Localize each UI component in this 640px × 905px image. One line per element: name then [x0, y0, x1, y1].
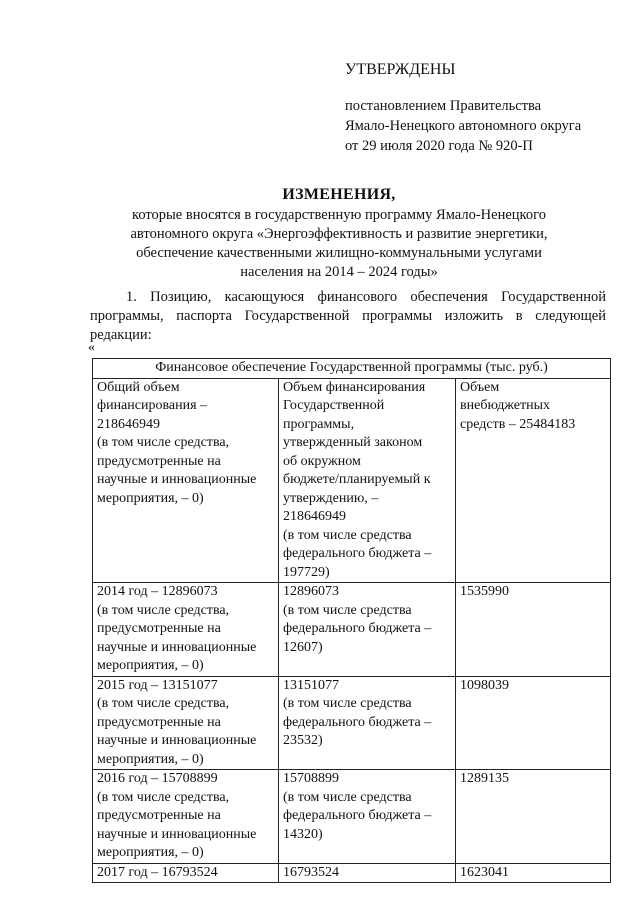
cell-text-line: федерального бюджета –	[283, 621, 432, 636]
cell-text-line: 1535990	[460, 584, 509, 599]
budget-cell	[279, 770, 456, 864]
approval-block	[345, 60, 581, 156]
cell-text-line: внебюджетных	[460, 398, 551, 413]
cell-text-line: Объем финансирования	[283, 379, 426, 395]
cell-text-line: финансирования –	[97, 398, 208, 413]
cell-text-line: (в том числе средства,	[97, 435, 230, 450]
cell-text-line: научные и инновационные	[97, 733, 257, 748]
total-cell	[93, 863, 279, 883]
cell-text-line: 218646949	[97, 416, 160, 432]
heading-title: ИЗМЕНЕНИЯ,	[282, 186, 396, 203]
cell-text-line: 1289135	[460, 771, 509, 786]
extrabudget-cell	[456, 676, 611, 770]
cell-text-line: 13151077	[283, 677, 339, 693]
approval-line: постановлением Правительства	[345, 98, 542, 114]
cell-text-line: предусмотренные на	[97, 808, 221, 823]
cell-text-line: мероприятия, – 0)	[97, 845, 204, 860]
total-cell	[93, 770, 279, 864]
cell-text-line: федерального бюджета –	[283, 808, 432, 823]
table-row	[93, 770, 611, 864]
cell-text-line: утвержденный законом	[283, 435, 423, 450]
cell-text-line: 1098039	[460, 677, 509, 693]
cell-text-line: мероприятия, – 0)	[97, 751, 204, 767]
extrabudget-cell	[456, 770, 611, 864]
cell-text-line: 15708899	[283, 771, 339, 786]
cell-text-line: 14320)	[283, 826, 323, 842]
cell-text-line: (в том числе средства	[283, 602, 412, 618]
budget-cell	[279, 378, 456, 583]
cell-text-line: федерального бюджета –	[283, 546, 432, 561]
cell-text-line: (в том числе средства	[283, 527, 412, 543]
cell-text-line: 2016 год – 15708899	[97, 771, 218, 786]
cell-text-line: предусмотренные на	[97, 453, 221, 469]
budget-cell	[279, 676, 456, 770]
table-row	[93, 676, 611, 770]
heading-line: которые вносятся в государственную программу Ямало-Ненецкого	[132, 207, 546, 223]
table-row	[93, 863, 611, 883]
extrabudget-cell	[456, 863, 611, 883]
cell-text-line: (в том числе средства,	[97, 696, 230, 711]
cell-text-line: (в том числе средства,	[97, 789, 230, 805]
table-body	[93, 378, 611, 883]
cell-text-line: предусмотренные на	[97, 621, 221, 636]
cell-text-line: Государственной	[283, 398, 385, 413]
cell-text-line: об окружном	[283, 453, 361, 469]
cell-text-line: программы,	[283, 416, 355, 432]
budget-cell	[279, 863, 456, 883]
financing-table	[92, 358, 611, 883]
cell-text-line: Общий объем	[97, 379, 180, 395]
cell-text-line: 197729)	[283, 564, 330, 580]
approval-line: от 29 июля 2020 года № 920-П	[345, 138, 533, 154]
heading-block	[90, 185, 588, 282]
cell-text-line: 2017 год – 16793524	[97, 864, 218, 880]
total-cell	[93, 583, 279, 677]
cell-text-line: (в том числе средства	[283, 696, 412, 711]
cell-text-line: 12896073	[283, 584, 339, 599]
table-row	[93, 583, 611, 677]
cell-text-line: научные и инновационные	[97, 826, 257, 842]
cell-text-line: 218646949	[283, 509, 346, 524]
approval-title: УТВЕРЖДЕНЫ	[345, 61, 456, 78]
heading-line: обеспечение качественными жилищно-коммунальными услугами	[136, 245, 542, 261]
cell-text-line: утверждению, –	[283, 490, 379, 506]
approval-line: Ямало-Ненецкого автономного округа	[345, 118, 582, 134]
cell-text-line: научные и инновационные	[97, 639, 257, 655]
cell-text-line: 16793524	[283, 864, 339, 880]
table-header-row	[93, 359, 611, 379]
table-row	[93, 378, 611, 583]
cell-text-line: предусмотренные на	[97, 714, 221, 730]
cell-text-line: мероприятия, – 0)	[97, 658, 204, 673]
extrabudget-cell	[456, 583, 611, 677]
opening-quote: «	[88, 340, 95, 355]
cell-text-line: 2014 год – 12896073	[97, 584, 218, 599]
cell-text-line: 1623041	[460, 864, 509, 880]
budget-cell	[279, 583, 456, 677]
cell-text-line: (в том числе средства	[283, 789, 412, 805]
extrabudget-cell	[456, 378, 611, 583]
cell-text-line: Объем	[460, 379, 500, 395]
heading-line: автономного округа «Энергоэффективность и развитие энергетики,	[130, 226, 548, 242]
cell-text-line: 2015 год – 13151077	[97, 677, 218, 693]
total-cell	[93, 378, 279, 583]
cell-text-line: мероприятия, – 0)	[97, 490, 204, 506]
intro-paragraph: 1. Позицию, касающуюся финансового обеспечения Государственной программы, паспорта Государственной программы изложить в следующей редакции:	[90, 289, 606, 343]
cell-text-line: средств – 25484183	[460, 416, 576, 432]
cell-text-line: бюджете/планируемый к	[283, 472, 431, 487]
cell-text-line: федерального бюджета –	[283, 714, 432, 730]
total-cell	[93, 676, 279, 770]
cell-text-line: (в том числе средства,	[97, 602, 230, 618]
cell-text-line: 12607)	[283, 639, 323, 655]
cell-text-line: 23532)	[283, 733, 323, 748]
cell-text-line: научные и инновационные	[97, 472, 257, 487]
table-header: Финансовое обеспечение Государственной программы (тыс. руб.)	[93, 359, 611, 379]
heading-line: населения на 2014 – 2024 годы»	[240, 264, 438, 280]
